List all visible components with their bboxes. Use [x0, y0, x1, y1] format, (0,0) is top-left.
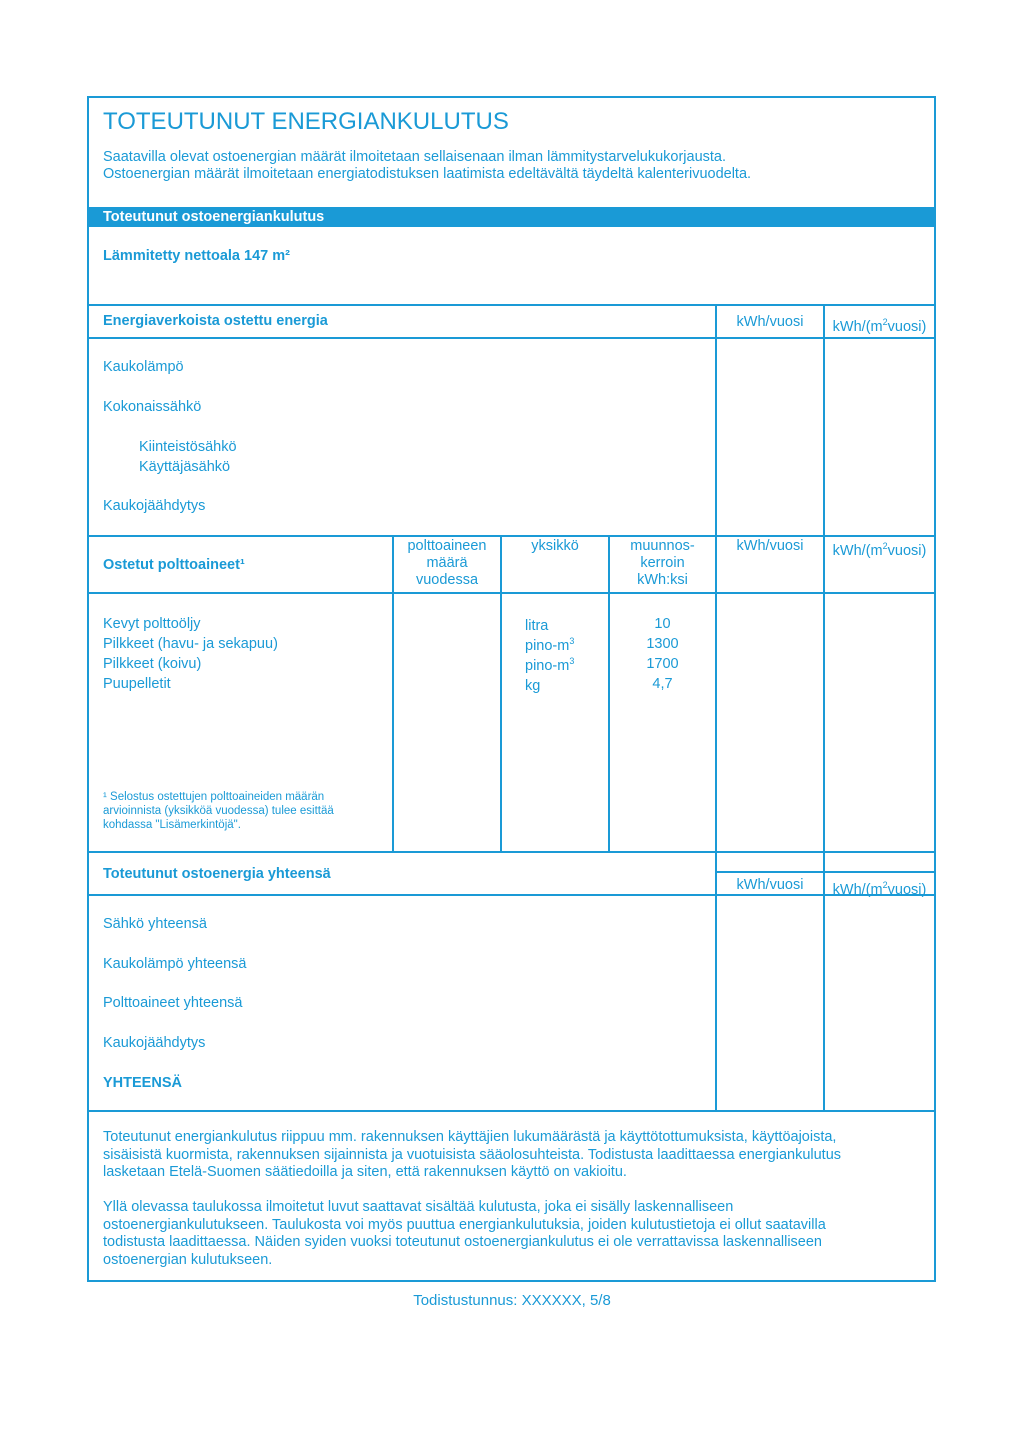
- fuel-footnote: ¹ Selostus ostettujen polttoaineiden määrän arvioinnista (yksikköä vuodessa) tulee esittää kohdassa "Lisämerkintöjä".: [103, 791, 334, 831]
- fuel-name: Puupelletit: [103, 676, 171, 692]
- col-conversion-factor: muunnos- kerroin kWh:ksi: [630, 538, 695, 588]
- intro-text: [103, 149, 751, 183]
- grid-energy-heading: Energiaverkoista ostettu energia: [103, 313, 328, 329]
- note-paragraph: Toteutunut energiankulutus riippuu mm. rakennuksen käyttäjien lukumäärästä ja käyttötottumuksista, käyttöajoista, sisäisistä kuormista, rakennuksen sijainnista ja vuotuisista sääolosuhteista. Todistusta laadittaessa energiankulutus lasketaan Etelä-Suomen säätiedoilla ja siten, että rakennuksen käyttö on vakioitu.: [103, 1129, 842, 1180]
- fuel-factor: 1700: [646, 656, 679, 672]
- divider: [89, 1110, 934, 1112]
- col-kwh-m2-year: kWh/$(m^2vuosi)$: [832, 541, 927, 559]
- divider: [89, 894, 934, 896]
- fuel-factor: 4,7: [652, 676, 673, 692]
- page-title: TOTEUTUNUT ENERGIANKULUTUS: [103, 108, 509, 135]
- row-user-electricity: Käyttäjäsähkö: [139, 459, 231, 475]
- col-kwh-year: kWh/vuosi: [736, 877, 804, 893]
- row-district-cooling-total: Kaukojäähdytys: [103, 1035, 206, 1051]
- energy-consumption-form: [87, 96, 936, 1282]
- column-line: [500, 535, 502, 853]
- totals-heading: Toteutunut ostoenergia yhteensä: [103, 866, 331, 882]
- heated-area: Lämmitetty nettoala 147 m²: [103, 248, 290, 264]
- col-unit: yksikkö: [531, 538, 579, 554]
- fuel-name: Pilkkeet (havu- ja sekapuu): [103, 636, 278, 652]
- divider: [89, 592, 934, 594]
- fuel-unit: litra: [525, 617, 549, 634]
- fuel-unit: pino-$m^3$: [525, 656, 575, 674]
- row-electricity-total: Sähkö yhteensä: [103, 916, 207, 932]
- divider: [89, 304, 934, 306]
- row-total-electricity: Kokonaissähkö: [103, 399, 202, 415]
- fuel-name: Pilkkeet (koivu): [103, 656, 202, 672]
- fuel-factor: 1300: [646, 636, 679, 652]
- col-kwh-m2-year: kWh/$(m^2vuosi)$: [832, 317, 927, 335]
- row-fuels-total: Polttoaineet yhteensä: [103, 995, 243, 1011]
- section-bar: Toteutunut ostoenergiankulutus: [89, 207, 934, 227]
- col-kwh-year: kWh/vuosi: [736, 314, 804, 330]
- row-grand-total: YHTEENSÄ: [103, 1075, 182, 1091]
- fuels-heading: Ostetut polttoaineet¹: [103, 557, 245, 573]
- row-district-cooling: Kaukojäähdytys: [103, 498, 206, 514]
- col-fuel-amount: polttoaineen määrä vuodessa: [407, 538, 487, 588]
- divider: [89, 337, 934, 339]
- intro-line: Ostoenergian määrät ilmoitetaan energiatodistuksen laatimista edeltävältä täydeltä kalenterivuodelta.: [103, 166, 752, 182]
- intro-line: Saatavilla olevat ostoenergian määrät ilmoitetaan sellaisenaan ilman lämmitystarvelukukorjausta.: [103, 149, 727, 165]
- fuel-unit: pino-$m^3$: [525, 636, 575, 654]
- divider: [89, 535, 934, 537]
- column-line: [715, 304, 717, 1112]
- column-line: [823, 304, 825, 1112]
- col-kwh-year: kWh/vuosi: [736, 538, 804, 554]
- divider: [89, 851, 934, 853]
- note-paragraph: Yllä olevassa taulukossa ilmoitetut luvut saattavat sisältää kulutusta, joka ei sisälly laskennalliseen ostoenergiankulutukseen. Taulukosta voi myös puuttua energiankulutuksia, joiden kulutustietoja ei ollut saatavilla todistusta laadittaessa. Näiden syiden vuoksi toteutunut ostoenergiankulutus ei ole verrattavissa laskennalliseen ostoenergian kulutukseen.: [103, 1199, 826, 1268]
- fuel-name: Kevyt polttoöljy: [103, 616, 201, 632]
- row-district-heating: Kaukolämpö: [103, 359, 184, 375]
- certificate-id-footer: Todistustunnus: XXXXXX, 5/8: [413, 1292, 611, 1309]
- row-property-electricity: Kiinteistösähkö: [139, 439, 237, 455]
- col-kwh-m2-year: kWh/$(m^2vuosi)$: [832, 880, 927, 898]
- row-district-heating-total: Kaukolämpö yhteensä: [103, 956, 247, 972]
- fuel-factor: 10: [654, 616, 671, 632]
- fuel-unit: kg: [525, 677, 541, 694]
